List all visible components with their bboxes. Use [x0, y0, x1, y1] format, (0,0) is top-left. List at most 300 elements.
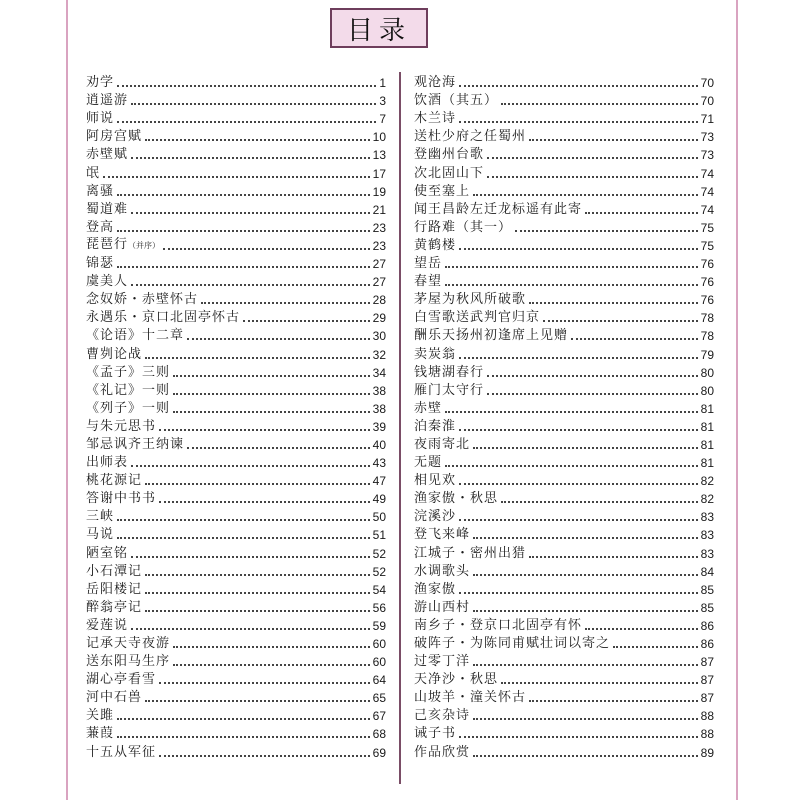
toc-entry-title-text: 出师表 [86, 455, 129, 471]
toc-entry-title-text: 湖心亭看雪 [86, 672, 157, 688]
toc-entry-page: 59 [372, 618, 386, 633]
toc-entry-title [414, 110, 456, 128]
toc-entry-title [86, 364, 170, 382]
toc-entry-title [414, 219, 512, 237]
dot-leader [173, 646, 370, 648]
toc-entry-title-text: 《孟子》三则 [86, 364, 171, 380]
toc-entry-title [414, 364, 484, 382]
dot-leader [445, 266, 698, 268]
toc-entry-title [86, 545, 128, 563]
toc-entry-title-text: 曹刿论战 [86, 346, 143, 362]
dot-leader [243, 320, 370, 322]
toc-entry-title [86, 490, 156, 508]
toc-entry [414, 599, 714, 617]
toc-entry-page: 76 [700, 275, 714, 290]
toc-entry-title-text: 送东阳马生序 [86, 654, 171, 670]
toc-entry-page: 10 [372, 130, 386, 145]
toc-entry-page: 21 [372, 202, 386, 217]
dot-leader [117, 121, 376, 123]
toc-entry-title-text: 琵琶行 [86, 236, 129, 252]
toc-entry-title [414, 707, 470, 725]
dot-leader [131, 157, 370, 159]
toc-entry-title-text: 山坡羊・潼关怀古 [414, 690, 527, 706]
dot-leader [613, 646, 698, 648]
toc-entry-title-text: 虞美人 [86, 274, 129, 290]
toc-entry-title-text: 行路难（其一） [414, 219, 513, 235]
toc-entry-title-text: 卖炭翁 [414, 346, 457, 362]
toc-entry-title-text: 游山西村 [414, 599, 471, 615]
dot-leader [159, 682, 370, 684]
dot-leader [571, 338, 698, 340]
toc-entry-page: 54 [372, 582, 386, 597]
toc-entry [86, 544, 386, 562]
toc-entry-title-text: 浣溪沙 [414, 509, 457, 525]
toc-entry [86, 255, 386, 273]
toc-entry-title [414, 346, 456, 364]
dot-leader [459, 248, 698, 250]
column-divider [399, 72, 401, 784]
toc-entry-title-text: 钱塘湖春行 [414, 364, 485, 380]
toc-entry [86, 689, 386, 707]
dot-leader [459, 85, 698, 87]
toc-entry [86, 273, 386, 291]
toc-entry-title [86, 563, 142, 581]
toc-entry-title-text: 登飞来峰 [414, 527, 471, 543]
dot-leader [459, 429, 698, 431]
toc-entry-title-text: 师说 [86, 111, 115, 127]
dot-leader [131, 628, 370, 630]
toc-entry-title-text: 锦瑟 [86, 256, 115, 272]
toc-entry-title [414, 671, 498, 689]
toc-entry-page: 86 [700, 637, 714, 651]
toc-entry [86, 400, 386, 418]
toc-entry [86, 201, 386, 219]
toc-entry-title [86, 346, 142, 364]
toc-entry [86, 563, 386, 581]
toc-entry [86, 508, 386, 526]
toc-entry-title [86, 236, 160, 255]
toc-entry-title [86, 581, 142, 599]
dot-leader [543, 320, 698, 322]
toc-entry-page: 40 [372, 437, 386, 452]
toc-entry-title-text: 十五从军征 [86, 744, 157, 760]
dot-leader [117, 85, 376, 87]
dot-leader [163, 248, 370, 250]
toc-entry [414, 707, 714, 725]
toc-entry [414, 164, 714, 182]
dot-leader [487, 157, 698, 159]
toc-entry [86, 327, 386, 345]
toc-entry-page: 17 [372, 166, 386, 181]
toc-entry [86, 743, 386, 761]
toc-entry-title-text: 次北固山下 [414, 165, 485, 181]
dot-leader [459, 736, 698, 738]
toc-entry-title [414, 165, 484, 183]
toc-entry-page: 81 [700, 437, 714, 452]
toc-entry-title [414, 146, 484, 164]
toc-entry-title [414, 291, 526, 309]
toc-entry-page: 75 [700, 238, 714, 253]
toc-entry-title [86, 599, 142, 617]
toc-entry-title [86, 291, 198, 309]
toc-entry [414, 653, 714, 671]
toc-entry [414, 563, 714, 581]
toc-entry [86, 364, 386, 382]
toc-entry-title [86, 707, 114, 725]
toc-entry [86, 309, 386, 327]
toc-entry [414, 544, 714, 562]
toc-entry-page: 86 [700, 618, 714, 633]
dot-leader [459, 483, 698, 485]
toc-entry [414, 237, 714, 255]
toc-entry-title-text: 邹忌讽齐王纳谏 [86, 436, 185, 452]
toc-entry [86, 74, 386, 92]
toc-entry-page: 76 [700, 257, 714, 272]
dot-leader [473, 718, 698, 720]
dot-leader [487, 176, 698, 178]
toc-entry-title [86, 689, 142, 707]
toc-entry-title-text: 雁门太守行 [414, 382, 485, 398]
toc-entry-title [414, 472, 456, 490]
toc-entry-page: 56 [372, 600, 386, 615]
toc-entry-title [86, 273, 128, 291]
dot-leader [117, 194, 370, 196]
toc-entry-title-text: 观沧海 [414, 75, 457, 91]
toc-entry-title [414, 508, 456, 526]
toc-entry-title-text: 使至塞上 [414, 183, 471, 199]
dot-leader [487, 393, 698, 395]
dot-leader [145, 357, 370, 359]
dot-leader [145, 574, 370, 576]
toc-entry [414, 255, 714, 273]
toc-entry-page: 29 [372, 311, 386, 326]
toc-entry-title-text: 醉翁亭记 [86, 599, 143, 615]
toc-entry [414, 345, 714, 363]
toc-entry-title [86, 110, 114, 128]
toc-entry-title [86, 183, 114, 201]
toc-entry-page: 70 [700, 94, 714, 109]
toc-entry [414, 201, 714, 219]
toc-entry-page: 1 [379, 76, 386, 91]
toc-entry-page: 69 [372, 745, 386, 760]
toc-entry-title [414, 545, 526, 563]
toc-entry-title-text: 白雪歌送武判官归京 [414, 310, 541, 326]
toc-entry-title [86, 382, 170, 400]
toc-entry-title [86, 635, 170, 653]
toc-entry-page: 32 [372, 347, 386, 362]
toc-entry-title [414, 454, 442, 472]
toc-entry [86, 472, 386, 490]
toc-entry-title-text: 劝学 [86, 75, 115, 91]
toc-entry-title [86, 671, 156, 689]
toc-entry-title [414, 382, 484, 400]
dot-leader [131, 284, 370, 286]
toc-entry-title-text: 蜀道难 [86, 201, 129, 217]
toc-entry-page: 84 [700, 564, 714, 579]
toc-entry [86, 725, 386, 743]
dot-leader [459, 592, 698, 594]
dot-leader [173, 664, 370, 666]
dot-leader [473, 537, 698, 539]
toc-entry-page: 87 [700, 691, 714, 706]
toc-entry [414, 743, 714, 761]
toc-entry [414, 146, 714, 164]
toc-entry [86, 146, 386, 164]
toc-entry-title [86, 400, 170, 418]
dot-leader [501, 682, 698, 684]
toc-entry [414, 273, 714, 291]
toc-entry-title-text: 赤壁 [414, 400, 443, 416]
toc-entry [86, 219, 386, 237]
toc-entry [86, 110, 386, 128]
toc-entry-title [86, 255, 114, 273]
toc-entry-page: 23 [372, 238, 386, 253]
toc-entry [414, 635, 714, 653]
dot-leader [145, 139, 370, 141]
toc-entry-title [86, 146, 128, 164]
toc-entry-title [86, 436, 184, 454]
dot-leader [117, 537, 370, 539]
toc-entry-title-text: 岳阳楼记 [86, 581, 143, 597]
toc-entry-title [414, 653, 470, 671]
toc-entry-page: 51 [372, 528, 386, 543]
toc-entry-title [414, 309, 540, 327]
toc-entry-page: 73 [700, 130, 714, 145]
toc-entry-title-text: 蒹葭 [86, 726, 115, 742]
toc-entry [414, 400, 714, 418]
toc-entry [414, 725, 714, 743]
dot-leader [117, 266, 370, 268]
dot-leader [145, 592, 370, 594]
toc-entry-page: 80 [700, 383, 714, 398]
toc-entry-title [86, 327, 184, 345]
toc-entry-title-text: 河中石兽 [86, 690, 143, 706]
dot-leader [445, 284, 698, 286]
toc-entry-title-text: 茅屋为秋风所破歌 [414, 292, 527, 308]
toc-entry-title [86, 472, 142, 490]
toc-entry-title-text: 离骚 [86, 183, 115, 199]
toc-entry-page: 74 [700, 184, 714, 199]
toc-entry-title-text: 记承天寺夜游 [86, 636, 171, 651]
toc-entry [86, 128, 386, 146]
toc-entry [414, 490, 714, 508]
toc-entry-page: 75 [700, 220, 714, 235]
toc-entry-title-text: 阿房宫赋 [86, 129, 143, 145]
left-margin-line [66, 0, 68, 800]
toc-entry-page: 52 [372, 564, 386, 579]
dot-leader [117, 736, 370, 738]
toc-entry-title [86, 201, 128, 219]
toc-entry-page: 81 [700, 419, 714, 434]
toc-entry-title [414, 74, 456, 92]
toc-entry-title [86, 744, 156, 762]
toc-entry-title-text: 关雎 [86, 708, 115, 724]
toc-entry [414, 219, 714, 237]
toc-entry-page: 73 [700, 148, 714, 163]
toc-entry [86, 92, 386, 110]
toc-entry [414, 418, 714, 436]
toc-entry [414, 454, 714, 472]
toc-entry-page: 87 [700, 673, 714, 688]
toc-entry-title [86, 508, 114, 526]
toc-entry-title [414, 273, 442, 291]
dot-leader [445, 411, 698, 413]
toc-entry-page: 28 [372, 293, 386, 308]
toc-entry-title-text: 赤壁赋 [86, 147, 129, 163]
toc-entry-page: 81 [700, 456, 714, 471]
toc-entry-page: 49 [372, 492, 386, 507]
toc-entry-title [86, 309, 240, 327]
toc-entry [86, 526, 386, 544]
toc-entry-title-text: 无题 [414, 455, 443, 471]
toc-entry-title [414, 563, 470, 581]
toc-entry-page: 83 [700, 528, 714, 543]
dot-leader [117, 718, 370, 720]
toc-entry-title-text: 木兰诗 [414, 111, 457, 127]
toc-entry-title-text: 三峡 [86, 509, 115, 525]
toc-entry-page: 68 [372, 727, 386, 742]
toc-entry-page: 70 [700, 76, 714, 91]
toc-entry [86, 345, 386, 363]
toc-entry-title-text: 己亥杂诗 [414, 708, 471, 724]
page-title-text: 目录 [346, 15, 411, 46]
toc-entry-page: 47 [372, 474, 386, 489]
toc-entry-title [86, 454, 128, 472]
dot-leader [529, 700, 698, 702]
dot-leader [459, 121, 698, 123]
dot-leader [145, 700, 370, 702]
dot-leader [445, 465, 698, 467]
right-margin-line [736, 0, 738, 800]
dot-leader [103, 176, 370, 178]
dot-leader [117, 230, 370, 232]
toc-entry-page: 79 [700, 347, 714, 362]
toc-entry-page: 13 [372, 148, 386, 163]
toc-entry-page: 60 [372, 637, 386, 651]
toc-entry-title [414, 744, 470, 762]
toc-entry-page: 30 [372, 329, 386, 344]
toc-entry [86, 707, 386, 725]
toc-entry-title [86, 418, 156, 436]
toc-entry [414, 526, 714, 544]
toc-entry-page: 83 [700, 546, 714, 561]
toc-entry-title-text: 江城子・密州出猎 [414, 545, 527, 561]
toc-entry-page: 65 [372, 691, 386, 706]
toc-entry-title [414, 581, 456, 599]
toc-entry-title-text: 过零丁洋 [414, 654, 471, 670]
toc-entry-title-text: 登高 [86, 219, 115, 235]
toc-entry-title-text: 春望 [414, 274, 443, 290]
toc-entry [414, 128, 714, 146]
toc-entry-page: 88 [700, 727, 714, 742]
toc-entry-title-text: 渔家傲・秋思 [414, 491, 499, 507]
dot-leader [459, 357, 698, 359]
toc-entry-title [414, 400, 442, 418]
toc-entry [414, 92, 714, 110]
toc-entry-title-text: 渔家傲 [414, 581, 457, 597]
toc-entry-title [414, 689, 526, 707]
toc-entry-title-text: 逍遥游 [86, 93, 129, 109]
toc-entry [414, 183, 714, 201]
toc-entry [414, 508, 714, 526]
toc-entry-title [414, 128, 526, 146]
toc-entry-title-text: 氓 [86, 165, 101, 181]
toc-entry-page: 82 [700, 492, 714, 507]
toc-entry-title [86, 128, 142, 146]
toc-entry-title-text: 作品欣赏 [414, 744, 471, 760]
toc-entry-title [414, 92, 498, 110]
toc-entry-title [86, 725, 114, 743]
toc-entry-title [414, 526, 470, 544]
toc-entry-page: 23 [372, 220, 386, 235]
toc-entry-page: 80 [700, 365, 714, 380]
toc-entry-page: 27 [372, 275, 386, 290]
page-title [330, 8, 428, 48]
toc-entry-title [414, 436, 470, 454]
toc-entry-title [414, 725, 456, 743]
dot-leader [473, 447, 698, 449]
toc-entry-page: 83 [700, 510, 714, 525]
toc-entry-title-text: 天净沙・秋思 [414, 672, 499, 688]
toc-entry-title [414, 617, 582, 635]
toc-entry-title-text: 《论语》十二章 [86, 328, 185, 344]
toc-entry-page: 78 [700, 311, 714, 326]
dot-leader [131, 212, 370, 214]
dot-leader [201, 302, 370, 304]
toc-entry [414, 472, 714, 490]
toc-entry-title [86, 92, 128, 110]
dot-leader [187, 338, 370, 340]
toc-entry [86, 291, 386, 309]
toc-entry-title [86, 653, 170, 671]
toc-entry-title [414, 327, 568, 345]
toc-entry-title-text: 南乡子・登京口北固亭有怀 [414, 617, 583, 633]
toc-entry [414, 689, 714, 707]
toc-entry [414, 74, 714, 92]
toc-entry-page: 39 [372, 419, 386, 434]
toc-entry-page: 87 [700, 655, 714, 670]
toc-entry-note: （并序） [128, 240, 161, 250]
toc-entry-page: 38 [372, 401, 386, 416]
toc-entry-title [86, 165, 100, 183]
toc-entry-title-text: 桃花源记 [86, 473, 143, 489]
dot-leader [473, 755, 698, 757]
toc-entry-title-text: 相见欢 [414, 473, 457, 489]
dot-leader [473, 574, 698, 576]
toc-entry-title [86, 526, 114, 544]
dot-leader [459, 519, 698, 521]
toc-entry [86, 382, 386, 400]
dot-leader [529, 556, 698, 558]
toc-entry-page: 78 [700, 329, 714, 344]
dot-leader [145, 483, 370, 485]
toc-entry-title-text: 陋室铭 [86, 545, 129, 561]
toc-entry [414, 291, 714, 309]
toc-entry-title [414, 183, 470, 201]
toc-entry-title [414, 599, 470, 617]
toc-entry-page: 74 [700, 202, 714, 217]
toc-entry-title-text: 夜雨寄北 [414, 436, 471, 452]
toc-entry-page: 43 [372, 456, 386, 471]
toc-entry-title-text: 破阵子・为陈同甫赋壮词以寄之 [414, 636, 611, 651]
dot-leader [585, 212, 698, 214]
toc-entry-title-text: 小石潭记 [86, 563, 143, 579]
dot-leader [145, 610, 370, 612]
toc-entry-page: 3 [379, 94, 386, 109]
dot-leader [173, 411, 370, 413]
toc-entry-title-text: 送杜少府之任蜀州 [414, 129, 527, 145]
toc-entry [414, 382, 714, 400]
